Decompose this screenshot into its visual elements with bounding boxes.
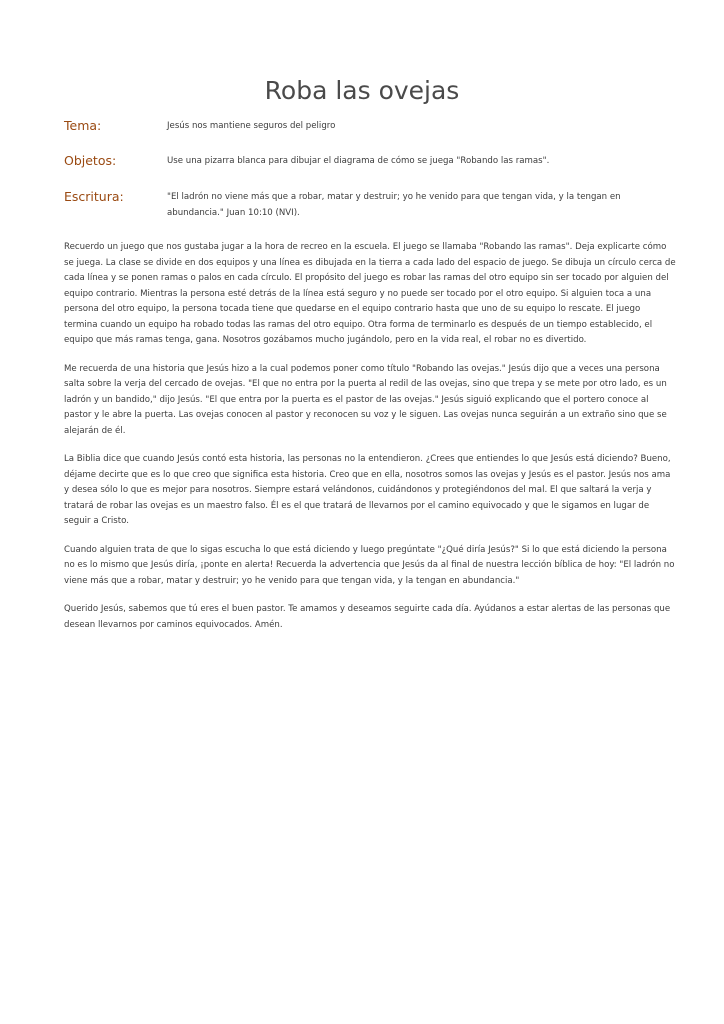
objetos-label: Objetos: (64, 153, 117, 168)
escritura-label: Escritura: (64, 189, 124, 204)
tema-value: Jesús nos mantiene seguros del peligro (167, 121, 336, 131)
body-text (64, 240, 676, 646)
tema-label: Tema: (64, 118, 102, 133)
paragraph: Recuerdo un juego que nos gustaba jugar a la hora de recreo en la escuela. El juego se llamaba "Robando las ramas". Deja explicarte cómo se juega. La clase se divide en dos equipos y una línea es dibujada en la tierra a cada lado del espacio de juego. Se dibuja un círculo cerca de cada línea y se ponen ramas o palos en cada círculo. El propósito del juego es robar las ramas del otro equipo sin ser tocado por alguien del equipo contrario. Mientras la persona esté detrás de la línea está seguro y no puede ser tocado por el otro equipo. Si alguien toca a una persona del otro equipo, la persona tocada tiene que quedarse en el equipo contrario hasta que uno de su equipo lo rescate. El juego termina cuando un equipo ha robado todas las ramas del otro equipo. Otra forma de terminarlo es después de un tiempo establecido, el equipo que más ramas tenga, gana. Nosotros gozábamos mucho jugándolo, pero en la vida real, el robar no es divertido. (64, 242, 676, 345)
paragraph: Querido Jesús, sabemos que tú eres el buen pastor. Te amamos y deseamos seguirte cada día. Ayúdanos a estar alertas de las personas que desean llevarnos por caminos equivocados. Amén. (64, 604, 671, 630)
paragraph: Cuando alguien trata de que lo sigas escucha lo que está diciendo y luego pregúntate "¿Qué diría Jesús?" Si lo que está diciendo la persona no es lo mismo que Jesús diría, ¡ponte en alerta! Recuerda la advertencia que Jesús da al final de nuestra lección bíblica de hoy: "El ladrón no viene más que a robar, matar y destruir; yo he venido para que tengan vida, y la tengan en abundancia." (64, 544, 675, 586)
objetos-value: Use una pizarra blanca para dibujar el diagrama de cómo se juega "Robando las ramas". (167, 156, 550, 166)
escritura-value: "El ladrón no viene más que a robar, matar y destruir; yo he venido para que tengan vida, y la tengan en abundancia." Juan 10:10 (NVI). (167, 192, 621, 218)
paragraph: Me recuerda de una historia que Jesús hizo a la cual podemos poner como título "Robando las ovejas." Jesús dijo que a veces una persona salta sobre la verja del cercado de ovejas. "El que no entra por la puerta al redil de las ovejas, sino que trepa y se mete por otro lado, es un ladrón y un bandido," dijo Jesús. "El que entra por la puerta es el pastor de las ovejas." Jesús siguió explicando que el portero conoce al pastor y le abre la puerta. Las ovejas conocen al pastor y reconocen su voz y le siguen. Las ovejas nunca seguirán a un extraño sino que se alejarán de él. (64, 363, 667, 436)
page-title: Roba las ovejas (264, 76, 460, 105)
paragraph: La Biblia dice que cuando Jesús contó esta historia, las personas no la entendieron. ¿Crees que entiendes lo que Jesús está diciendo? Bueno, déjame decirte que es lo que creo que significa esta historia. Creo que en ella, nosotros somos las ovejas y Jesús es el pastor. Jesús nos ama y desea sólo lo que es mejor para nosotros. Siempre estará velándonos, cuidándonos y protegiéndonos del mal. El que saltará la verja y tratará de robar las ovejas es un maestro falso. Él es el que tratará de llevarnos por el camino equivocado y que le sigamos en lugar de seguir a Cristo. (64, 454, 671, 526)
